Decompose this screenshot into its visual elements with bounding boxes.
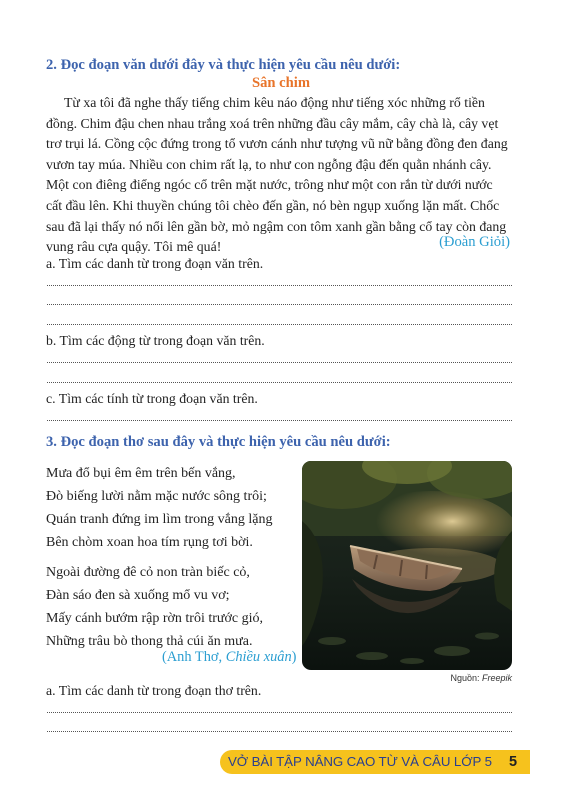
answer-line[interactable]: [47, 712, 512, 713]
task-2a: a. Tìm các danh từ trong đoạn văn trên.: [46, 256, 264, 271]
prose-line: trơ trụi lá. Cồng cộc đứng trong tổ vươn cánh như tượng vũ nữ bằng đồng đen đang: [46, 136, 508, 152]
poem-line: Mưa đổ bụi êm êm trên bến vắng,: [46, 466, 236, 481]
poem-author-prefix: (Anh Thơ,: [162, 649, 226, 665]
question-2-heading: 2. Đọc đoạn văn dưới đây và thực hiện yêu cầu nêu dưới:: [46, 57, 401, 73]
prose-line: vươn tay múa. Nhiều con chim rất lạ, to như con ngỗng đậu đến quằn nhánh cây.: [46, 156, 492, 172]
task-2b: b. Tìm các động từ trong đoạn văn trên.: [46, 333, 265, 348]
poem-line: Quán tranh đứng im lìm trong vắng lặng: [46, 512, 273, 527]
answer-line[interactable]: [47, 285, 512, 286]
prose-author: (Đoàn Giỏi): [439, 234, 510, 250]
answer-line[interactable]: [47, 362, 512, 363]
answer-line[interactable]: [47, 324, 512, 325]
poem-line: Bên chòm xoan hoa tím rụng tơi bời.: [46, 535, 253, 550]
page-number: 5: [508, 754, 518, 770]
footer-book-title: VỞ BÀI TẬP NÂNG CAO TỪ VÀ CÂU LỚP 5: [228, 754, 492, 769]
poem-stanza-2: [46, 561, 263, 653]
prose-line: sau đã lại thấy nó nổi lên gần bờ, mỏ ngậm con tôm xanh gần bằng cổ tay còn đang: [46, 218, 507, 234]
prose-line: đồng. Chim đậu chen nhau trắng xoá trên những đầu cây mắm, cây chà là, cây vẹt: [46, 115, 499, 131]
poem-author: [162, 649, 296, 666]
prose-line: Một con điêng điểng ngóc cổ trên mặt nước, trông như một con rắn từ dưới nước: [46, 177, 493, 193]
task-2c: c. Tìm các tính từ trong đoạn văn trên.: [46, 391, 258, 406]
poem-author-suffix: ): [291, 649, 297, 665]
poem-line: Những trâu bò thong thả cúi ăn mưa.: [46, 634, 253, 649]
prose-line: Từ xa tôi đã nghe thấy tiếng chim kêu náo động như tiếng xóc những rổ tiền: [64, 95, 485, 110]
answer-line[interactable]: [47, 731, 512, 732]
answer-line[interactable]: [47, 382, 512, 383]
text-title: Sân chim: [252, 75, 310, 91]
poem-line: Đò biếng lười nằm mặc nước sông trôi;: [46, 489, 267, 504]
question-3-heading: 3. Đọc đoạn thơ sau đây và thực hiện yêu cầu nêu dưới:: [46, 434, 391, 450]
caption-source: Freepik: [481, 673, 512, 683]
answer-line[interactable]: [47, 420, 512, 421]
image-caption: [450, 673, 512, 683]
poem-stanza-1: [46, 462, 273, 554]
poem-line: Mấy cánh bướm rập rờn trôi trước gió,: [46, 611, 263, 626]
caption-prefix: Nguồn:: [450, 673, 482, 683]
prose-line: vung râu cựa quậy. Tôi mê quá!: [46, 239, 222, 255]
poem-line: Đàn sáo đen sà xuống mổ vu vơ;: [46, 588, 230, 603]
task-3a: a. Tìm các danh từ trong đoạn thơ trên.: [46, 683, 262, 698]
poem-work-title: Chiều xuân: [225, 649, 292, 665]
boat-photo: [302, 461, 512, 670]
answer-line[interactable]: [47, 304, 512, 305]
prose-line: cất đầu lên. Khi thuyền chúng tôi chèo đến gần, nó bèn ngụp xuống lặn mất. Chốc: [46, 197, 500, 213]
poem-line: Ngoài đường đê cỏ non tràn biếc cỏ,: [46, 565, 250, 580]
